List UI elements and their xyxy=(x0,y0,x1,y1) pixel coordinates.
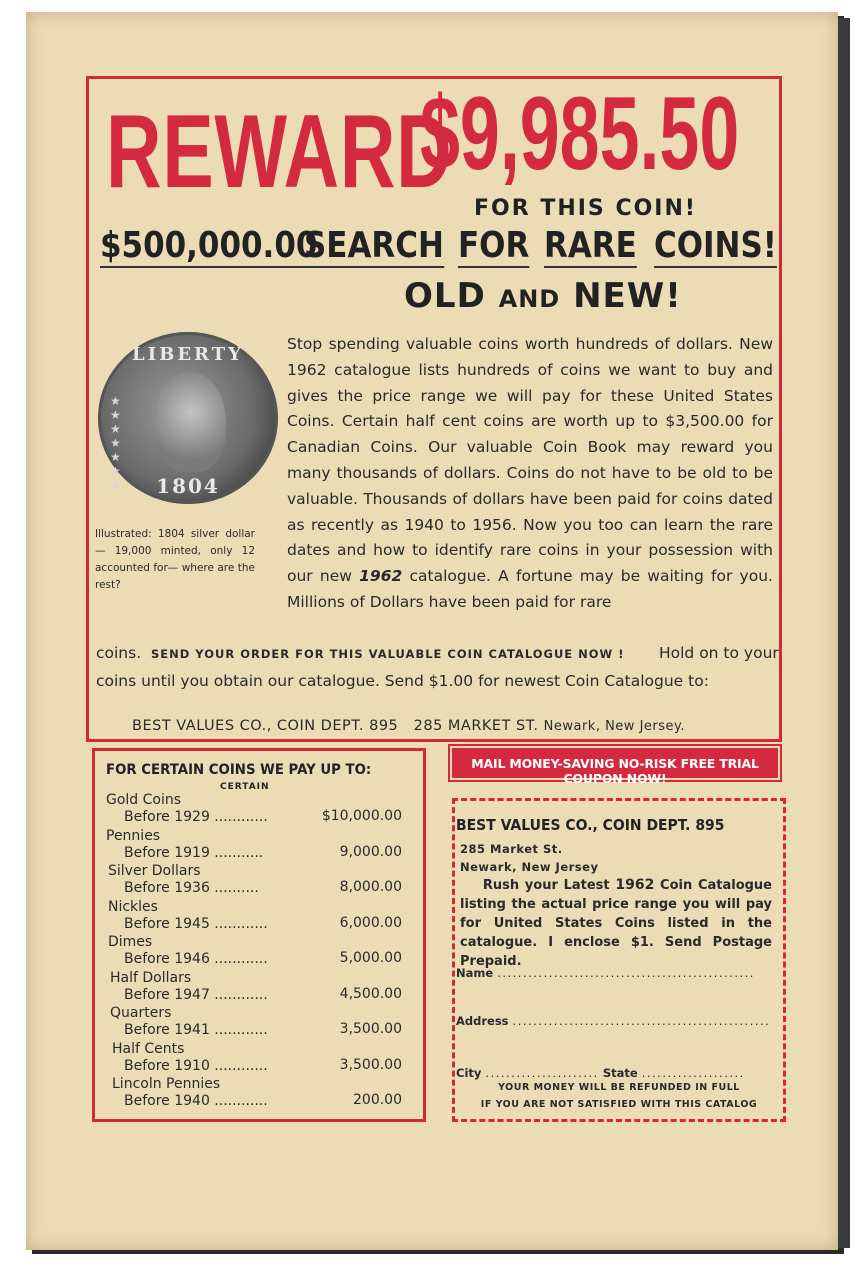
price-row-before: Before 1941 ............ xyxy=(124,1022,268,1038)
price-row-coin: Gold Coins xyxy=(106,792,182,808)
coin-year-text: 1804 xyxy=(156,474,220,498)
mail-coupon-banner-text: MAIL MONEY-SAVING NO-RISK FREE TRIAL COUPON NOW! xyxy=(471,756,759,786)
coupon-city-state-field[interactable]: City ...................... State .................... xyxy=(456,1066,745,1080)
price-list-title: FOR CERTAIN COINS WE PAY UP TO: xyxy=(106,762,372,778)
price-row-before: Before 1919 ........... xyxy=(124,844,264,861)
price-row-amount: 3,500.00 xyxy=(339,1056,402,1073)
price-row-amount: 6,000.00 xyxy=(339,914,402,931)
price-row-coin: Dimes xyxy=(108,934,153,950)
price-row-before: Before 1940 ............ xyxy=(124,1093,268,1109)
page-binding-edge xyxy=(838,18,850,1248)
coupon-city: Newark, New Jersey xyxy=(460,860,599,874)
price-row-coin: Nickles xyxy=(108,898,158,915)
liberty-bust-icon xyxy=(156,372,226,472)
price-row-before: Before 1947 ............ xyxy=(124,986,268,1003)
price-row-before: Before 1910 ............ xyxy=(124,1057,268,1074)
search-for-word: FOR xyxy=(458,225,530,266)
silver-dollar-coin-image xyxy=(98,332,278,504)
price-row-amount: $10,000.00 xyxy=(321,808,402,824)
coin-stars: ★ ★ ★ ★ ★ ★ ★ xyxy=(110,394,121,492)
refund-notice-line-2: IF YOU ARE NOT SATISFIED WITH THIS CATALOG xyxy=(480,1099,758,1110)
ad-order-line: coins. SEND YOUR ORDER FOR THIS VALUABLE COIN CATALOGUE NOW ! Hold on to your xyxy=(96,644,779,662)
coupon-title: BEST VALUES CO., COIN DEPT. 895 xyxy=(456,816,725,834)
price-row-coin: Pennies xyxy=(106,827,161,844)
reward-amount: $9,985.50 xyxy=(420,76,740,192)
price-row-before: Before 1936 .......... xyxy=(124,880,259,896)
price-row-amount: 9,000.00 xyxy=(339,843,402,860)
price-row-amount: 3,500.00 xyxy=(339,1021,402,1037)
price-row-amount: 4,500.00 xyxy=(339,985,402,1002)
price-row-amount: 200.00 xyxy=(353,1092,402,1108)
price-row-coin: Quarters xyxy=(110,1005,172,1021)
price-row-coin: Half Cents xyxy=(112,1040,185,1057)
price-row-before: Before 1945 ............ xyxy=(124,915,268,932)
search-rare-word: RARE xyxy=(544,225,637,266)
price-row-coin: Half Dollars xyxy=(110,969,192,986)
coupon-text: Rush your Latest 1962 Coin Catalogue listing the actual price range you will pay for United States Coins listed in the catalogue. I enclose $1. Send Postage Prepaid. xyxy=(460,877,773,969)
old-and-new-heading: OLD AND NEW! xyxy=(404,276,682,316)
search-coins-word: COINS! xyxy=(654,225,777,266)
company-address: BEST VALUES CO., COIN DEPT. 895 285 MARKET ST. Newark, New Jersey. xyxy=(132,718,685,734)
price-row-coin: Silver Dollars xyxy=(108,863,201,879)
coupon-address-field[interactable]: Address .................................................. xyxy=(456,1014,771,1028)
coupon-name-field[interactable]: Name .................................................. xyxy=(456,966,755,980)
search-amount: $500,000.00 xyxy=(100,225,318,266)
coin-caption: Illustrated: 1804 silver dollar — 19,000 minted, only 12 accounted for— where are the rest? xyxy=(95,528,255,591)
coin-liberty-text: LIBERTY xyxy=(132,344,244,365)
price-row-amount: 8,000.00 xyxy=(339,879,402,895)
ad-send-line: coins until you obtain our catalogue. Send $1.00 for newest Coin Catalogue to: xyxy=(96,672,709,690)
price-row-before: Before 1929 ............ xyxy=(124,809,268,825)
price-row-amount: 5,000.00 xyxy=(339,950,402,966)
ad-body-text: Stop spending valuable coins worth hundreds of dollars. New 1962 catalogue lists hundreds of coins we want to buy and gives the price range we will pay for these United States Coins. Certain half cent coins are worth up to $3,500.00 for Canadian Coins. Our valuable Coin Book may reward you many thousands of dollars. Coins do not have to be old to be valuable. Thousands of dollars have been paid for coins dated as recently as 1940 to 1956. Now you too can learn the rare dates and how to identify rare coins in your possession with our new 1962 catalogue. A fortune may be waiting for you. Millions of Dollars have been paid for rare xyxy=(287,335,773,611)
for-this-coin-text: FOR THIS COIN! xyxy=(474,196,697,221)
price-list-subtitle: CERTAIN xyxy=(220,782,270,792)
mail-coupon-banner xyxy=(448,744,782,786)
price-row-before: Before 1946 ............ xyxy=(124,951,268,967)
price-row-coin: Lincoln Pennies xyxy=(112,1076,221,1092)
reward-headline: REWARD xyxy=(106,94,453,210)
search-word: SEARCH xyxy=(304,225,444,266)
coupon-street: 285 Market St. xyxy=(460,842,563,856)
refund-notice-line-1: YOUR MONEY WILL BE REFUNDED IN FULL xyxy=(498,1082,740,1093)
